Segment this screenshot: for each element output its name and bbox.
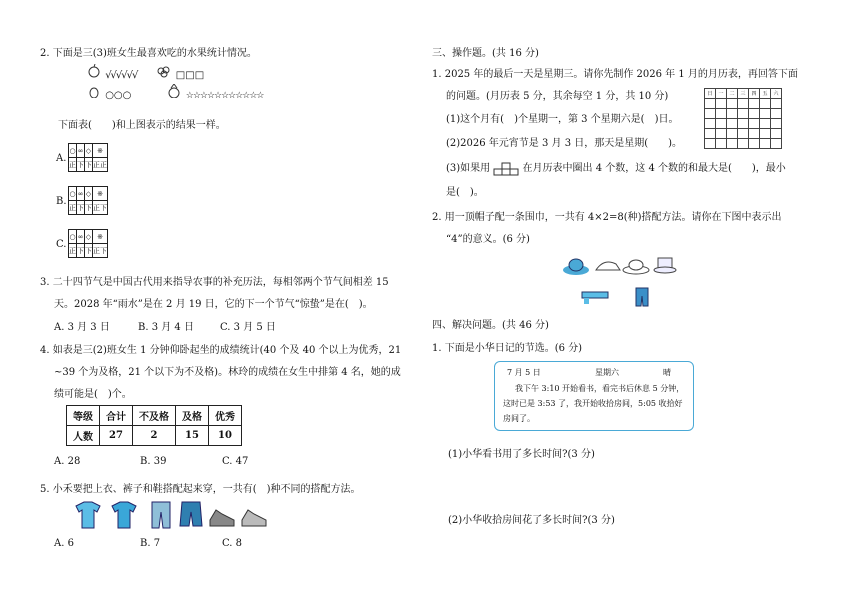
table-header: 合计 [100,406,133,426]
q5-option-c[interactable]: C. 8 [222,538,243,549]
q3-line-2: 天。2028 年“雨水”是在 2 月 19 日，它的下一个节气“惊蛰”是在( )。 [54,299,373,310]
p1-line-1: 1. 2025 年的最后一天是星期三。请你先制作 2026 年 1 月的月历表，再回答下面 [432,69,798,80]
shorts-icon [180,502,202,526]
shoes-icon [210,510,234,526]
calendar-header: 二 [727,89,738,99]
row2-stars: ☆☆☆☆☆☆☆☆☆☆☆ [185,91,264,101]
q5-option-a[interactable]: A. 6 [54,538,74,549]
l-shape-icon [493,162,519,176]
table-cell: 10 [209,426,242,446]
pineapple-icon: ※ [93,187,108,201]
q2-title: 2. 下面是三(3)班女生最喜欢吃的水果统计情况。 [40,48,257,59]
q4-option-a[interactable]: A. 28 [54,456,81,467]
hat-icon [563,259,589,275]
pear-icon [86,84,102,98]
table-cell: 27 [100,426,133,446]
q4-option-b[interactable]: B. 39 [140,456,167,467]
table-header: 等级 [67,406,100,426]
pear-icon: ◇ [85,187,93,201]
table-header: 优秀 [209,406,242,426]
pictograph-row-1 [86,64,204,81]
q3-option-b[interactable]: B. 3 月 4 日 [138,322,194,333]
p2-line-1: 2. 用一顶帽子配一条围巾，一共有 4×2=8(种)搭配方法。请你在下图中表示出 [432,212,782,223]
apple-icon: ○ [69,144,77,158]
p1-sub-3-cont: 是( )。 [446,187,484,198]
q2-question: 下面表( )和上图表示的结果一样。 [58,120,226,131]
scarf-icon-2 [636,288,648,306]
table-header: 及格 [176,406,209,426]
p1-sub-2: (2)2026 年元宵节是 3 月 3 日，那天是星期( )。 [446,138,683,149]
apple-icon [86,64,102,78]
q1-sub-2: (2)小华收拾房间花了多长时间?(3 分) [448,515,615,526]
q5-option-b[interactable]: B. 7 [140,538,161,549]
option-label: C. [56,239,67,250]
table-cell: 15 [176,426,209,446]
q3-line-1: 3. 二十四节气是中国古代用来指导农事的补充历法，每相邻两个节气间相差 15 [40,277,389,288]
score-table [66,405,242,446]
scarves-row [580,286,660,311]
grape-icon: ∞ [77,144,85,158]
q4-line-2: ~39 个为及格，21 个以下为不及格)。林玲的成绩在女生中排第 4 名，她的成 [54,367,401,378]
table-cell: 人数 [67,426,100,446]
diary-weekday: 星期六 [595,368,619,377]
pictograph-row-2 [86,84,264,101]
apple-icon: ○ [69,187,77,201]
sun-hat-icon [623,260,649,274]
option-label: A. [56,153,67,164]
cap-icon [596,262,620,270]
grape-icon: ∞ [77,230,85,244]
shirt-icon [76,502,100,528]
tshirt-icon [112,502,136,528]
q5-title: 5. 小禾要把上衣、裤子和鞋搭配起来穿，一共有( )种不同的搭配方法。 [40,484,361,495]
p2-line-2: “4”的意义。(6 分) [446,234,530,245]
pear-icon: ◇ [85,230,93,244]
sneakers-icon [242,510,266,526]
grape-icon [155,64,173,78]
calendar-header: 四 [749,89,760,99]
p1-sub-1: (1)这个月有( )个星期一，第 3 个星期六是( )日。 [446,114,679,125]
p1-line-2: 的问题。(月历表 5 分，其余每空 1 分，共 10 分) [446,91,669,102]
clothing-illustration [74,500,274,533]
diary-date: 7 月 5 日 [507,368,541,377]
grape-icon: ∞ [77,187,85,201]
pineapple-icon: ※ [93,230,108,244]
q4-line-1: 4. 如表是三(2)班女生 1 分钟仰卧起坐的成绩统计(40 个及 40 个以上为优秀，21 [40,345,402,356]
pants-icon [152,502,170,528]
calendar-header: 六 [771,89,782,99]
q1-title: 1. 下面是小华日记的节选。(6 分) [432,343,583,354]
calendar-header: 五 [760,89,771,99]
row1-check-marks: √√√√√√ [105,70,138,81]
q4-option-c[interactable]: C. 47 [222,456,249,467]
hats-row [562,254,682,281]
calendar-header: 一 [716,89,727,99]
calendar-header: 三 [738,89,749,99]
p1-sub-3: (3)如果用 在月历表中圈出 4 个数，这 4 个数的和最大是( )，最小 [446,163,786,174]
diary-weather: 晴 [663,368,671,377]
section-4-title: 四、解决问题。(共 46 分) [432,320,549,331]
diary-line-3: 房间了。 [503,414,535,423]
scarf-icon [582,292,608,304]
table-header: 不及格 [133,406,176,426]
diary-line-2: 这时已是 3:53 了，我开始收拾房间，5:05 收拾好 [503,399,683,408]
row2-circles: ○○○ [105,90,132,101]
apple-icon: ○ [69,230,77,244]
option-label: B. [56,196,67,207]
pineapple-icon: ※ [93,144,108,158]
diary-box [494,361,694,431]
calendar-grid[interactable] [704,88,782,149]
top-hat-icon [654,258,676,273]
row1-boxes: □□□ [175,70,205,81]
table-cell: 2 [133,426,176,446]
q3-option-c[interactable]: C. 3 月 5 日 [220,322,276,333]
diary-line-1: 我下午 3:10 开始看书，看完书后休息 5 分钟， [515,384,685,393]
q3-option-a[interactable]: A. 3 月 3 日 [54,322,110,333]
pear-icon: ◇ [85,144,93,158]
q1-sub-1: (1)小华看书用了多长时间?(3 分) [448,449,595,460]
q4-line-3: 绩可能是( )个。 [54,389,132,400]
pineapple-icon [165,84,183,98]
section-3-title: 三、操作题。(共 16 分) [432,48,539,59]
calendar-header: 日 [705,89,716,99]
